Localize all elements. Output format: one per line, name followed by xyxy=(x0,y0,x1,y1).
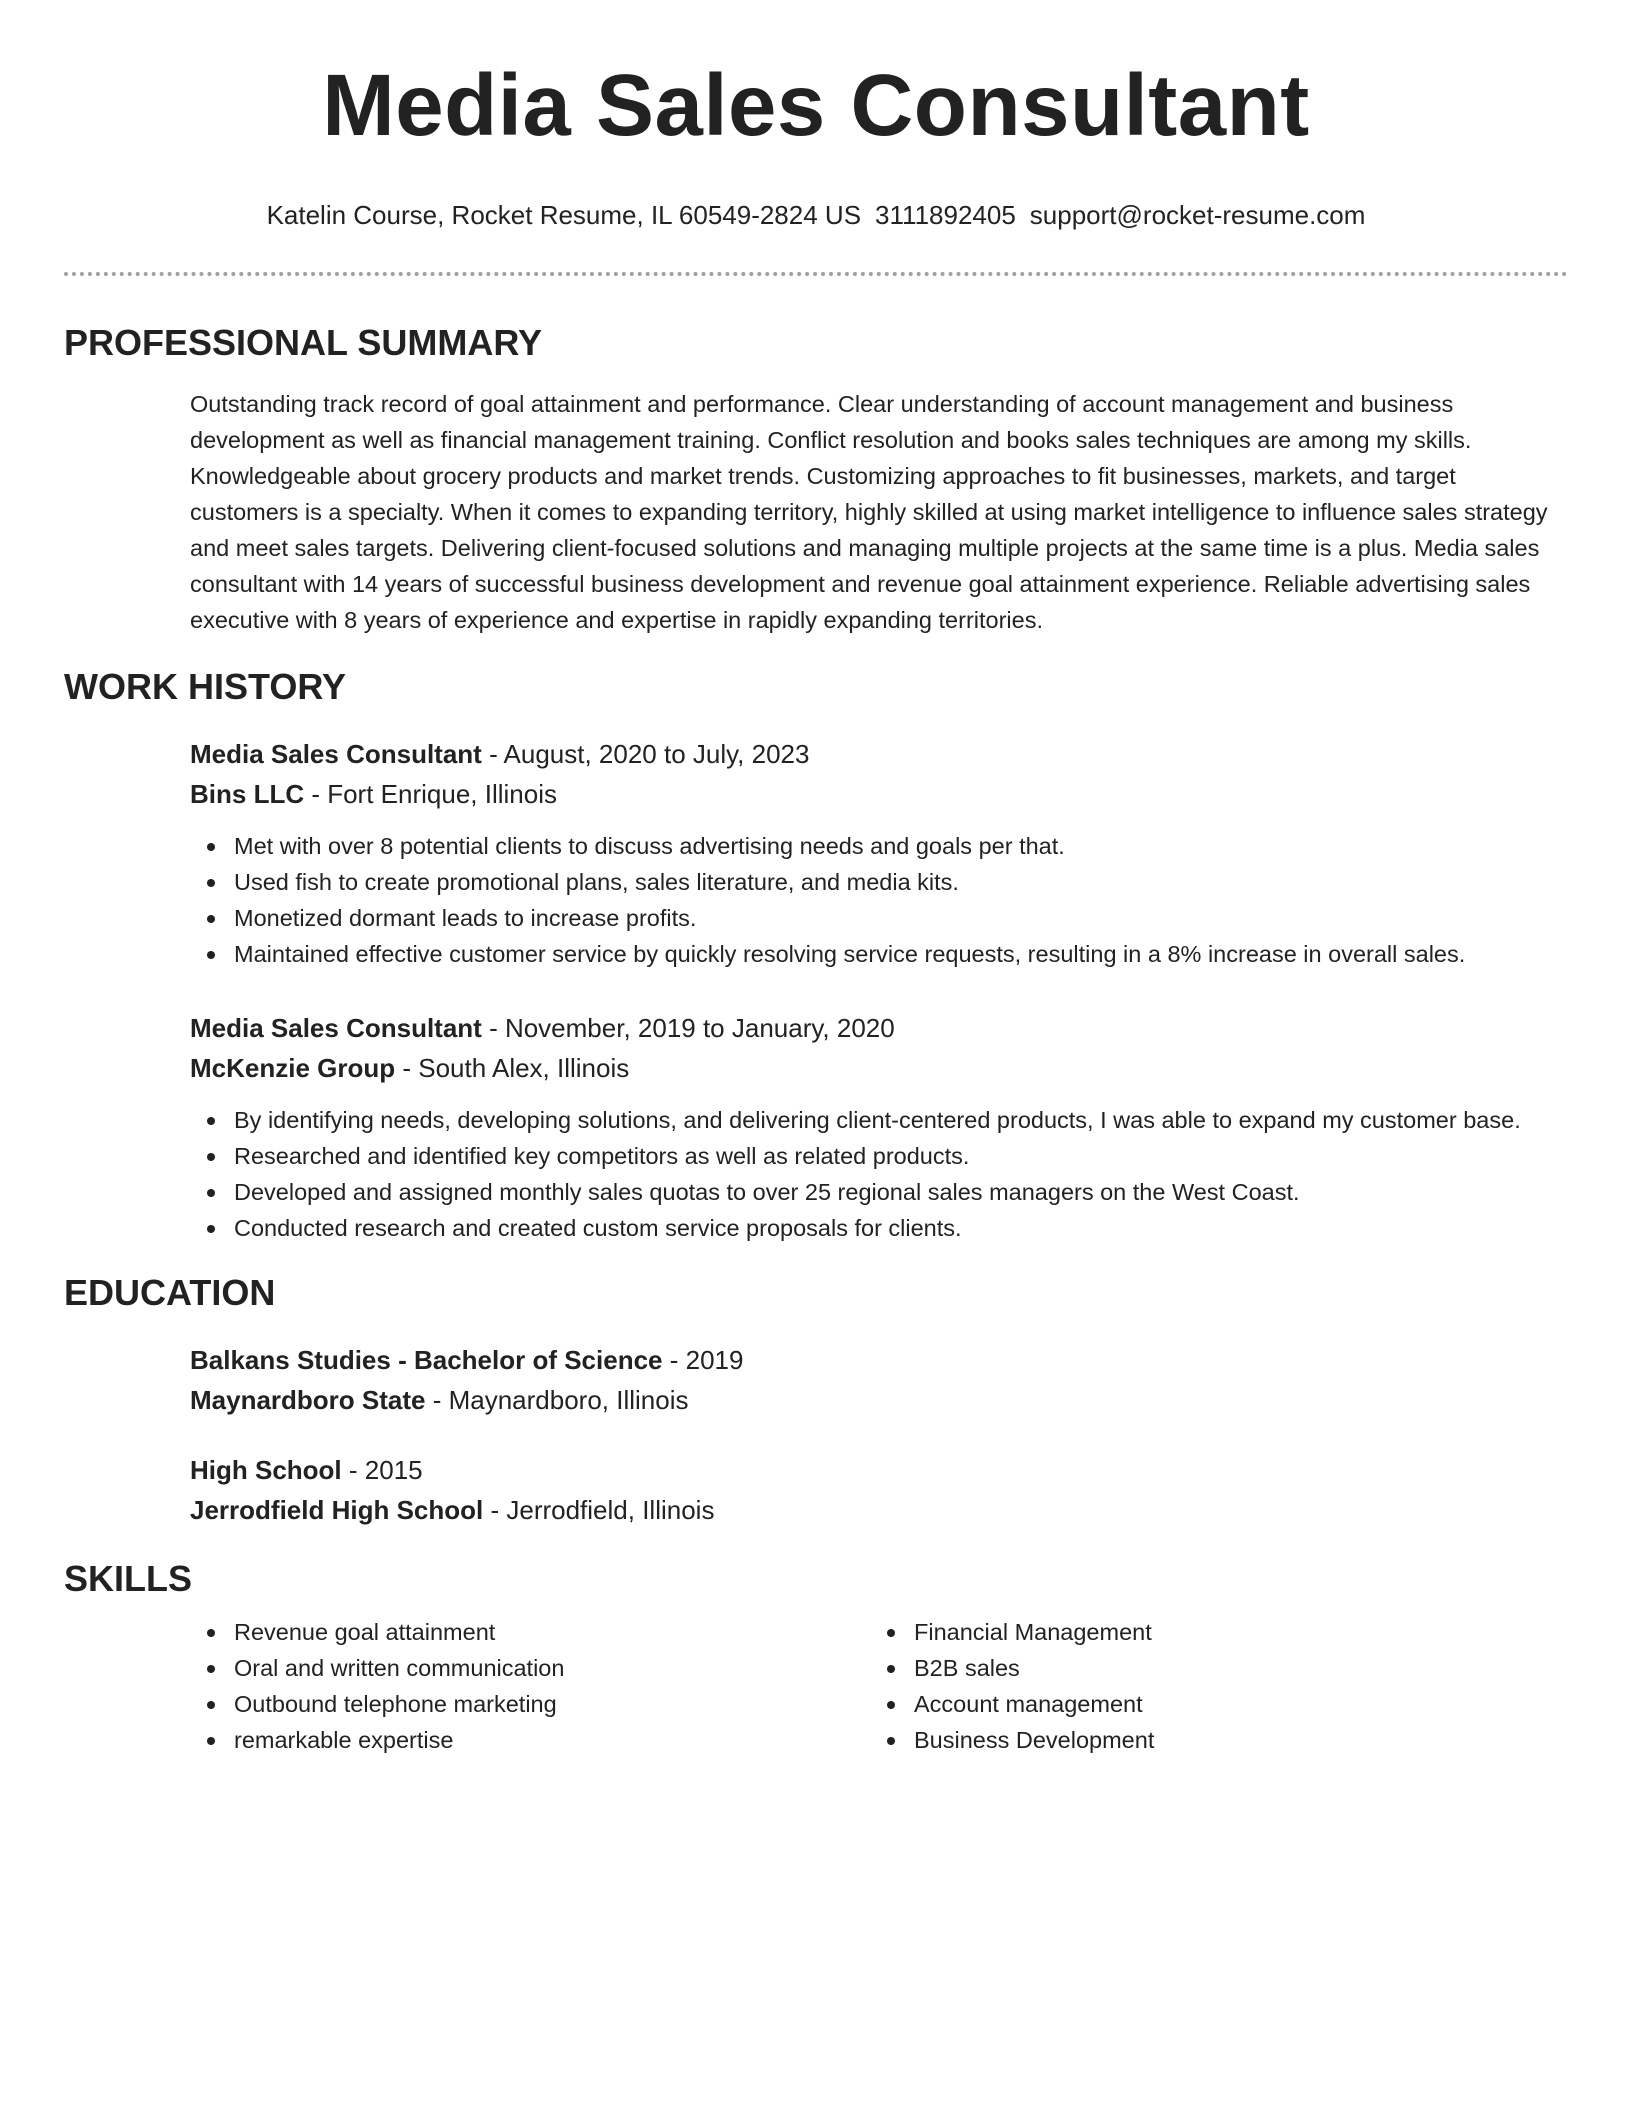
job-company-line xyxy=(190,774,1568,814)
summary-section xyxy=(64,386,1568,638)
list-item: Maintained effective customer service by quickly resolving service requests, resulting in a 8% increase in overall sales. xyxy=(190,936,1568,972)
job-company: Bins LLC xyxy=(190,779,305,809)
job-company: McKenzie Group xyxy=(190,1053,396,1083)
job-bullets xyxy=(190,1102,1568,1246)
education-section xyxy=(64,1340,1568,1530)
summary-heading: PROFESSIONAL SUMMARY xyxy=(64,322,543,363)
contact-phone: 3111892405 xyxy=(875,200,1016,230)
graduation-year: - 2019 xyxy=(662,1345,744,1375)
degree-line xyxy=(190,1450,1568,1490)
degree: Balkans Studies - Bachelor of Science xyxy=(190,1345,663,1375)
job-title: Media Sales Consultant xyxy=(190,1013,482,1043)
contact-address: Katelin Course, Rocket Resume, IL 60549-2824 US xyxy=(266,200,862,230)
contact-email[interactable]: support@rocket-resume.com xyxy=(1029,200,1366,230)
list-item: Developed and assigned monthly sales quotas to over 25 regional sales managers on the West Coast. xyxy=(190,1174,1568,1210)
job-location: - Fort Enrique, Illinois xyxy=(304,779,557,809)
job-title: Media Sales Consultant xyxy=(190,739,482,769)
school-location: - Maynardboro, Illinois xyxy=(425,1385,689,1415)
skills-heading: SKILLS xyxy=(64,1558,193,1599)
education-heading: EDUCATION xyxy=(64,1272,276,1313)
job-entry xyxy=(190,734,1568,972)
list-item: Used fish to create promotional plans, sales literature, and media kits. xyxy=(190,864,1568,900)
school-name: Jerrodfield High School xyxy=(190,1495,484,1525)
skill-item: remarkable expertise xyxy=(190,1722,870,1758)
list-item: Conducted research and created custom service proposals for clients. xyxy=(190,1210,1568,1246)
skill-item: B2B sales xyxy=(870,1650,1550,1686)
skill-item: Outbound telephone marketing xyxy=(190,1686,870,1722)
job-entry xyxy=(190,1008,1568,1246)
job-dates: - November, 2019 to January, 2020 xyxy=(481,1013,895,1043)
list-item: By identifying needs, developing solutions, and delivering client-centered products, I was able to expand my customer base. xyxy=(190,1102,1568,1138)
skills-list-right xyxy=(870,1614,1550,1758)
contact-info xyxy=(64,198,1568,232)
work-history-section xyxy=(64,734,1568,1246)
work-history-heading: WORK HISTORY xyxy=(64,666,347,707)
school-name: Maynardboro State xyxy=(190,1385,426,1415)
school-line xyxy=(190,1380,1568,1420)
school-location: - Jerrodfield, Illinois xyxy=(483,1495,715,1525)
skills-list-left xyxy=(190,1614,870,1758)
skill-item: Oral and written communication xyxy=(190,1650,870,1686)
skill-item: Business Development xyxy=(870,1722,1550,1758)
degree-line xyxy=(190,1340,1568,1380)
job-bullets xyxy=(190,828,1568,972)
education-entry xyxy=(190,1450,1568,1530)
graduation-year: - 2015 xyxy=(341,1455,423,1485)
skill-item: Revenue goal attainment xyxy=(190,1614,870,1650)
school-line xyxy=(190,1490,1568,1530)
summary-text: Outstanding track record of goal attainment and performance. Clear understanding of account management and business development as well as financial management training. Conflict resolution and books sales techniques are among my skills. Knowledgeable about grocery products and market trends. Customizing approaches to fit businesses, markets, and target customers is a specialty. When it comes to expanding territory, highly skilled at using market intelligence to influence sales strategy and meet sales targets. Delivering client-focused solutions and managing multiple projects at the same time is a plus. Media sales consultant with 14 years of successful business development and revenue goal attainment experience. Reliable advertising sales executive with 8 years of experience and expertise in rapidly expanding territories. xyxy=(190,391,1548,633)
job-company-line xyxy=(190,1048,1568,1088)
skills-section xyxy=(64,1614,1568,1758)
list-item: Researched and identified key competitors as well as related products. xyxy=(190,1138,1568,1174)
resume-title: Media Sales Consultant xyxy=(322,57,1310,154)
job-dates: - August, 2020 to July, 2023 xyxy=(481,739,810,769)
job-location: - South Alex, Illinois xyxy=(395,1053,630,1083)
education-entry xyxy=(190,1340,1568,1420)
skill-item: Account management xyxy=(870,1686,1550,1722)
job-title-line xyxy=(190,734,1568,774)
skills-grid xyxy=(190,1614,1568,1758)
skill-item: Financial Management xyxy=(870,1614,1550,1650)
degree: High School xyxy=(190,1455,342,1485)
list-item: Met with over 8 potential clients to discuss advertising needs and goals per that. xyxy=(190,828,1568,864)
job-title-line xyxy=(190,1008,1568,1048)
header-divider xyxy=(64,272,1568,276)
list-item: Monetized dormant leads to increase profits. xyxy=(190,900,1568,936)
